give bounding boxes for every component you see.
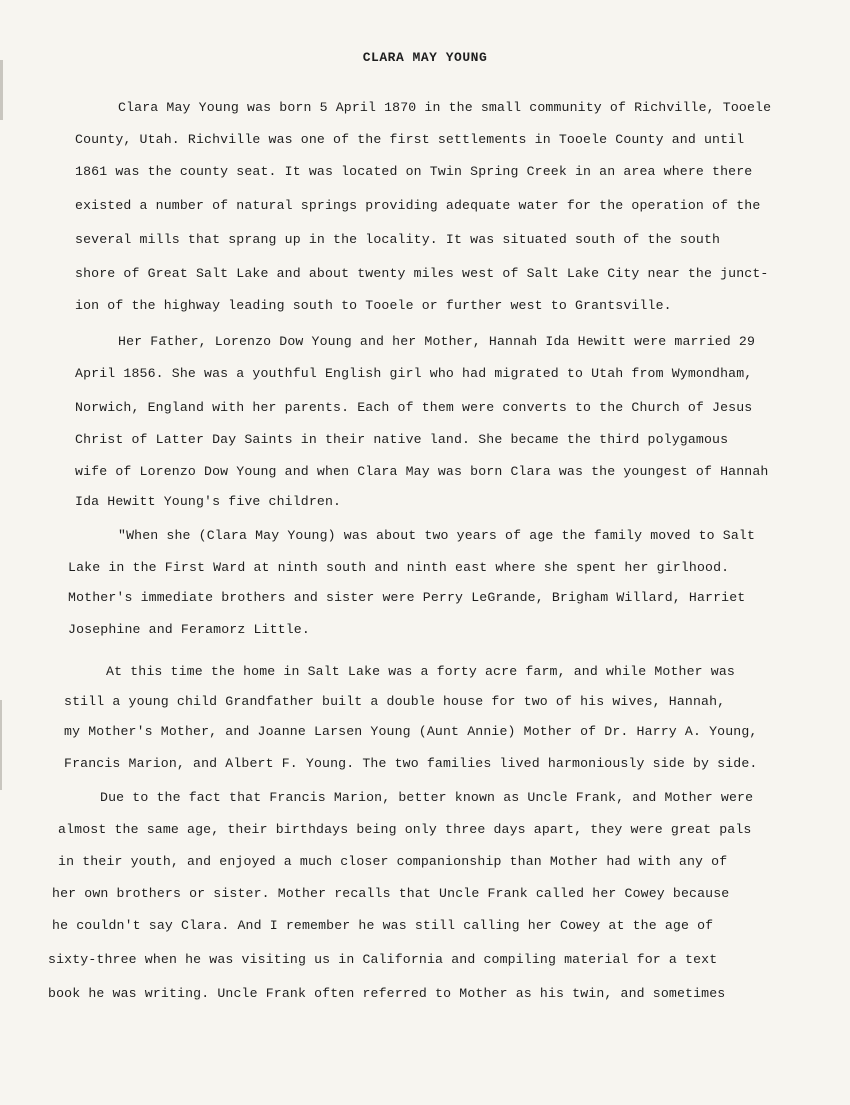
text-line: almost the same age, their birthdays being only three days apart, they were great pals [58,822,752,837]
text-line: At this time the home in Salt Lake was a forty acre farm, and while Mother was [106,664,735,679]
text-line: in their youth, and enjoyed a much closer companionship than Mother had with any of [58,854,728,869]
text-line: Clara May Young was born 5 April 1870 in the small community of Richville, Tooele [118,100,772,115]
text-line: 1861 was the county seat. It was located on Twin Spring Creek in an area where there [75,164,753,179]
text-line: Lake in the First Ward at ninth south and ninth east where she spent her girlhood. [68,560,730,575]
text-line: County, Utah. Richville was one of the first settlements in Tooele County and until [75,132,745,147]
text-line: my Mother's Mother, and Joanne Larsen Young (Aunt Annie) Mother of Dr. Harry A. Young, [64,724,758,739]
text-line: Francis Marion, and Albert F. Young. The two families lived harmoniously side by side. [64,756,758,771]
text-line: sixty-three when he was visiting us in California and compiling material for a text [48,952,718,967]
text-line: book he was writing. Uncle Frank often referred to Mother as his twin, and sometimes [48,986,726,1001]
text-line: existed a number of natural springs providing adequate water for the operation of the [75,198,761,213]
text-line: "When she (Clara May Young) was about two years of age the family moved to Salt [118,528,756,543]
text-line: Josephine and Feramorz Little. [68,622,310,637]
paper-edge-mark [0,700,2,790]
text-line: her own brothers or sister. Mother recalls that Uncle Frank called her Cowey because [52,886,730,901]
text-line: Due to the fact that Francis Marion, better known as Uncle Frank, and Mother were [100,790,754,805]
paper-edge-mark [0,60,3,120]
text-line: wife of Lorenzo Dow Young and when Clara May was born Clara was the youngest of Hannah [75,464,769,479]
text-line: Christ of Latter Day Saints in their native land. She became the third polygamous [75,432,729,447]
text-line: Norwich, England with her parents. Each of them were converts to the Church of Jesus [75,400,753,415]
text-line: he couldn't say Clara. And I remember he was still calling her Cowey at the age of [52,918,714,933]
document-title: CLARA MAY YOUNG [362,50,488,65]
text-line: ion of the highway leading south to Tooele or further west to Grantsville. [75,298,672,313]
text-line: shore of Great Salt Lake and about twenty miles west of Salt Lake City near the junct- [75,266,769,281]
text-line: April 1856. She was a youthful English girl who had migrated to Utah from Wymondham, [75,366,753,381]
text-line: several mills that sprang up in the locality. It was situated south of the south [75,232,721,247]
text-line: Her Father, Lorenzo Dow Young and her Mother, Hannah Ida Hewitt were married 29 [118,334,756,349]
text-line: Ida Hewitt Young's five children. [75,494,342,509]
text-line: Mother's immediate brothers and sister were Perry LeGrande, Brigham Willard, Harriet [68,590,746,605]
text-line: still a young child Grandfather built a double house for two of his wives, Hannah, [64,694,726,709]
